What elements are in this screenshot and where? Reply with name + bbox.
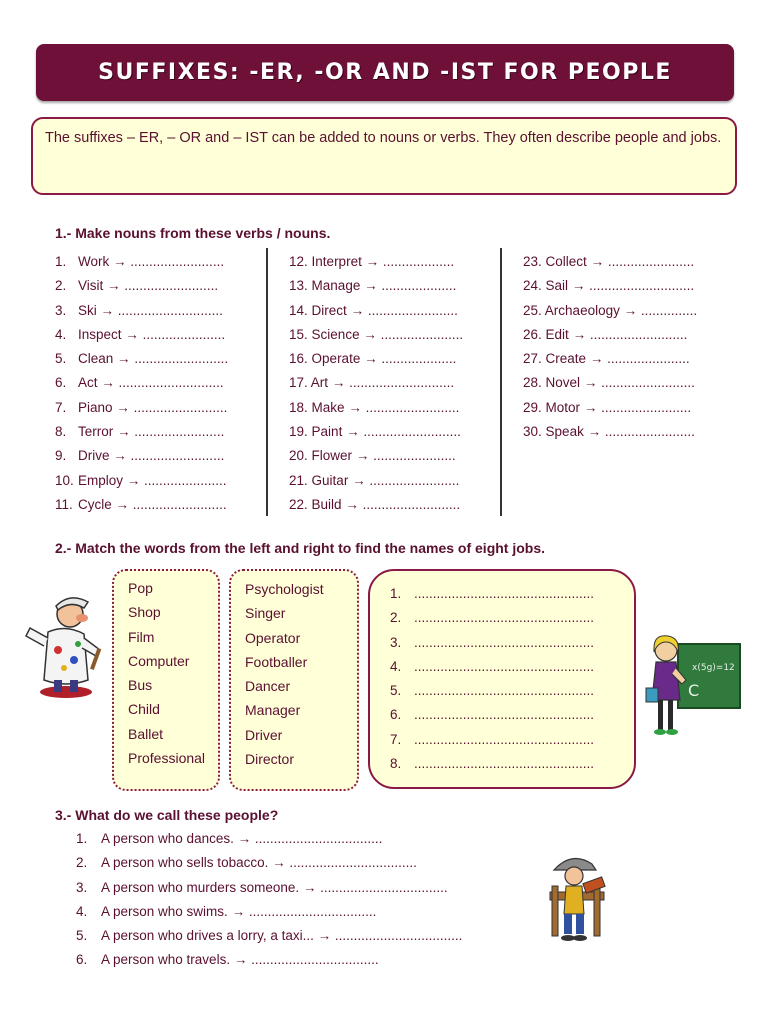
word-item: Footballer: [245, 653, 308, 670]
exercise-item: 8. Terror → ........................: [55, 424, 225, 440]
word-item: Computer: [128, 652, 190, 669]
section1-title: 1.- Make nouns from these verbs / nouns.: [55, 225, 331, 241]
exercise-item: 24. Sail → ............................: [523, 278, 695, 294]
exercise-item: 7. Piano → .........................: [55, 399, 228, 415]
answer-line: 7. ................................................: [390, 731, 595, 747]
word-item: Film: [128, 628, 155, 645]
left-words-box: [112, 569, 220, 791]
word-item: Manager: [245, 702, 301, 719]
page-title: SUFFIXES: -ER, -OR AND -IST FOR PEOPLE: [98, 60, 672, 85]
question-item: 4. A person who swims. → ..................................: [76, 903, 377, 919]
exercise-item: 2. Visit → .........................: [55, 278, 219, 294]
section2-title: 2.- Match the words from the left and right to find the names of eight jobs.: [55, 540, 546, 556]
exercise-item: 28. Novel → .........................: [523, 375, 695, 391]
carpenter-illustration: [540, 852, 612, 944]
intro-box: [31, 117, 737, 195]
exercise-item: 13. Manage → ....................: [289, 278, 457, 294]
answer-line: 4. ................................................: [390, 658, 595, 674]
exercise-item: 20. Flower → ......................: [289, 448, 456, 464]
word-item: Shop: [128, 604, 161, 621]
exercise-item: 4. Inspect → ......................: [55, 326, 226, 342]
word-item: Operator: [245, 629, 301, 646]
exercise-item: 25. Archaeology → ...............: [523, 302, 698, 318]
exercise-item: 19. Paint → ..........................: [289, 424, 461, 440]
exercise-item: 10. Employ → ......................: [55, 472, 227, 488]
word-item: Pop: [128, 580, 153, 596]
answer-line: 8. ................................................: [390, 756, 595, 772]
question-item: 2. A person who sells tobacco. → ..................................: [76, 855, 417, 871]
right-words-box: [229, 569, 359, 791]
exercise-item: 11. Cycle → .........................: [55, 496, 227, 512]
exercise-item: 23. Collect → .......................: [523, 254, 695, 269]
answers-box: [368, 569, 636, 789]
word-item: Bus: [128, 677, 153, 694]
exercise-item: 26. Edit → ..........................: [523, 326, 688, 342]
intro-text: The suffixes – ER, – OR and – IST can be added to nouns or verbs. They often describe people and jobs.: [45, 130, 722, 146]
exercise-item: 27. Create → ......................: [523, 351, 690, 367]
question-item: 3. A person who murders someone. → ..................................: [76, 879, 448, 895]
answer-line: 2. ................................................: [390, 610, 595, 626]
question-item: 5. A person who drives a lorry, a taxi... → ..................................: [76, 928, 463, 944]
section1-column-2: [289, 250, 509, 517]
word-item: Dancer: [245, 678, 291, 695]
exercise-item: 22. Build → ..........................: [289, 496, 461, 512]
exercise-item: 14. Direct → ........................: [289, 302, 458, 318]
answer-line: 5. ................................................: [390, 683, 595, 699]
exercise-item: 29. Motor → ........................: [523, 399, 692, 415]
word-item: Ballet: [128, 725, 164, 742]
question-item: 1. A person who dances. → ..................................: [76, 831, 383, 846]
word-item: Child: [128, 701, 160, 718]
exercise-item: 1. Work → .........................: [55, 254, 225, 269]
answer-line: 6. ................................................: [390, 707, 595, 723]
section3-title: 3.- What do we call these people?: [55, 807, 279, 823]
section1-column-1: [55, 250, 275, 517]
column-divider: [266, 248, 268, 516]
exercise-item: 30. Speak → ........................: [523, 424, 695, 440]
exercise-item: 15. Science → ......................: [289, 326, 464, 342]
painter-illustration: [18, 588, 110, 700]
exercise-item: 18. Make → .........................: [289, 399, 460, 415]
word-item: Driver: [245, 726, 283, 743]
column-divider: [500, 248, 502, 516]
answer-line: 3. ................................................: [390, 634, 595, 650]
section3-questions: [76, 827, 462, 973]
word-item: Director: [245, 751, 295, 768]
word-item: Professional: [128, 750, 206, 767]
exercise-item: 3. Ski → ............................: [55, 302, 223, 318]
exercise-item: 12. Interpret → ...................: [289, 254, 455, 269]
exercise-item: 5. Clean → .........................: [55, 351, 229, 367]
teacher-illustration: [640, 630, 742, 742]
exercise-item: 21. Guitar → ........................: [289, 472, 460, 488]
exercise-item: 9. Drive → .........................: [55, 448, 225, 464]
exercise-item: 17. Art → ............................: [289, 375, 455, 391]
word-item: Psychologist: [245, 581, 324, 597]
question-item: 6. A person who travels. → ..................................: [76, 952, 379, 968]
exercise-item: 16. Operate → ....................: [289, 351, 457, 367]
svg-text:C: C: [688, 681, 700, 700]
answer-line: 1. ................................................: [390, 586, 595, 601]
section1-column-3: [523, 250, 743, 444]
word-item: Singer: [245, 605, 286, 622]
title-banner: [36, 44, 734, 101]
board-text: x(5g)=12: [692, 663, 735, 673]
exercise-item: 6. Act → ............................: [55, 375, 224, 391]
